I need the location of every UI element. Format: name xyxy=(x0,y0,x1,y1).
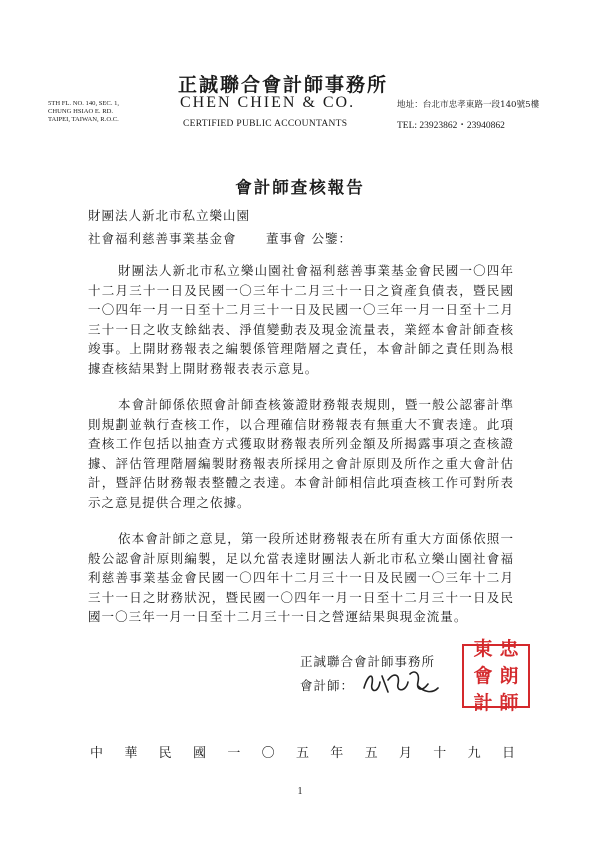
date-char: 〇 xyxy=(261,746,275,761)
seal-char: 忠 xyxy=(499,637,519,660)
firm-name-english: CHEN CHIEN & CO. xyxy=(180,94,356,111)
date-char: 九 xyxy=(467,746,481,761)
date-char: 月 xyxy=(398,746,412,761)
addressee-line-1: 財團法人新北市私立樂山園 xyxy=(88,208,251,223)
address-english xyxy=(48,100,119,125)
date-char: 日 xyxy=(501,746,515,761)
date-char: 十 xyxy=(433,746,447,761)
date-char: 國 xyxy=(192,746,206,761)
date-char: 五 xyxy=(364,746,378,761)
date-char: 五 xyxy=(295,746,309,761)
address-line: TAIPEI, TAIWAN, R.O.C. xyxy=(48,116,119,124)
addressee-line-2: 社會福利慈善事業基金會 xyxy=(88,231,237,246)
firm-name-chinese: 正誠聯合會計師事務所 xyxy=(178,74,389,96)
date-char: 年 xyxy=(330,746,344,761)
seal-char: 會 xyxy=(473,664,493,687)
seal-char: 師 xyxy=(499,691,519,714)
paragraph-2: 本會計師係依照會計師查核簽證財務報表規則，暨一般公認審計準則規劃並執行查核工作，以合理確信財務報表有無重大不實表達。此項查核工作包括以抽查方式獲取財務報表所列金額及所揭露事項之查核證據、評估管理階層編製財務報表所採用之會計原則及所作之重大會計估計，暨評估財務報表整體之表達。本會計師相信此項查核工作可對所表示之意見提供合理之依據。 xyxy=(88,397,514,510)
board-salutation: 董事會 公鑒： xyxy=(266,231,352,246)
paragraph-1: 財團法人新北市私立樂山園社會福利慈善事業基金會民國一〇四年十二月三十一日及民國一〇三年十二月三十一日之資產負債表，暨民國一〇四年一月一日至十二月三十一日及民國一〇三年一月一日至十二月三十一日之收支餘絀表、淨值變動表及現金流量表，業經本會計師查核竣事。上開財務報表之編製係管理階層之責任，本會計師之責任則為根據查核結果對上開財務報表表示意見。 xyxy=(88,263,514,376)
page-number: 1 xyxy=(297,786,303,797)
firm-subtitle: CERTIFIED PUBLIC ACCOUNTANTS xyxy=(183,119,348,129)
date-char: 民 xyxy=(158,746,172,761)
report-date xyxy=(90,742,515,761)
signing-firm: 正誠聯合會計師事務所 xyxy=(300,654,436,669)
address-line: 5TH FL. NO. 140, SEC. 1, xyxy=(48,100,120,107)
paragraph-3: 依本會計師之意見，第一段所述財務報表在所有重大方面係依照一般公認會計原則編製，足以允當表達財團法人新北市私立樂山園社會福利慈善事業基金會民國一〇四年十二月三十一日及民國一〇三年十二月三十一日之財務狀況，暨民國一〇四年一月一日至十二月三十一日及民國一〇三年一月一日至十二月三十一日之營運結果與現金流量。 xyxy=(88,531,514,624)
date-char: 華 xyxy=(124,746,138,761)
date-char: 中 xyxy=(90,746,104,761)
cpa-seal-stamp xyxy=(462,637,530,714)
seal-char: 朗 xyxy=(499,664,519,687)
report-title: 會計師查核報告 xyxy=(235,178,365,197)
seal-char: 東 xyxy=(473,637,493,660)
cpa-label: 會計師： xyxy=(300,678,355,693)
telephone: TEL: 23923862・23940862 xyxy=(397,121,505,131)
address-chinese: 地址：台北市忠孝東路一段140號5樓 xyxy=(397,100,540,110)
date-char: 一 xyxy=(227,746,241,761)
seal-char: 計 xyxy=(473,691,493,714)
address-line: CHUNG HSIAO E. RD. xyxy=(48,108,114,116)
handwritten-signature xyxy=(358,662,440,702)
